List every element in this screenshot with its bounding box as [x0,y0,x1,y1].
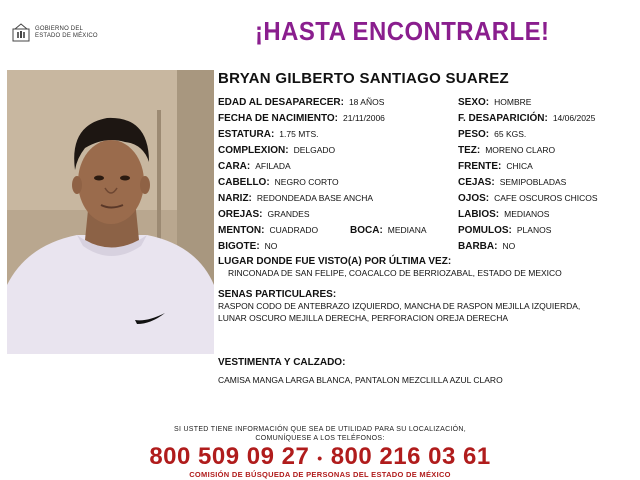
clothing-text: CAMISA MANGA LARGA BLANCA, PANTALON MEZCLILLA AZUL CLARO [218,375,503,385]
field-complexion: COMPLEXION: DELGADO [218,145,336,156]
contact-note-line1: SI USTED TIENE INFORMACIÓN QUE SEA DE UTILIDAD PARA SU LOCALIZACIÓN, [173,426,467,433]
field-frente: FRENTE: CHICA [458,161,533,172]
phone-number-2[interactable]: 800 216 03 61 [330,443,491,470]
marks-line1: RASPON CODO DE ANTEBRAZO IZQUIERDO, MANCHA DE RASPON MEJILLA IZQUIERDA, [218,301,581,311]
field-nacimiento: FECHA DE NACIMIENTO: 21/11/2006 [218,113,385,124]
phone-numbers [0,443,640,471]
marks-title: SENAS PARTICULARES: [218,289,337,300]
field-barba: BARBA: NO [458,241,516,252]
clothing-title: VESTIMENTA Y CALZADO: [218,357,346,368]
field-desaparicion: F. DESAPARICIÓN: 14/06/2025 [458,113,596,124]
government-logo [12,22,122,44]
field-cara: CARA: AFILADA [218,161,291,172]
field-tez: TEZ: MORENO CLARO [458,145,556,156]
field-ojos: OJOS: CAFE OSCUROS CHICOS [458,193,598,204]
footer-commission: COMISIÓN DE BÚSQUEDA DE PERSONAS DEL ESTADO DE MÉXICO [189,470,451,479]
person-portrait-icon [7,70,214,354]
page-headline: ¡HASTA ENCONTRARLE! [255,16,550,46]
field-nariz: NARIZ: REDONDEADA BASE ANCHA [218,193,374,204]
field-cejas: CEJAS: SEMIPOBLADAS [458,177,567,188]
logo-line2: ESTADO DE MÉXICO [35,33,98,39]
coat-of-arms-icon [12,23,30,43]
marks-line2: LUNAR OSCURO MEJILLA DERECHA, PERFORACION OREJA DERECHA [218,313,509,323]
field-cabello: CABELLO: NEGRO CORTO [218,177,339,188]
field-estatura: ESTATURA: 1.75 MTS. [218,129,319,140]
field-bigote: BIGOTE: NO [218,241,278,252]
last-seen-text: RINCONADA DE SAN FELIPE, COACALCO DE BERRIOZABAL, ESTADO DE MEXICO [228,268,562,278]
person-name: BRYAN GILBERTO SANTIAGO SUAREZ [218,70,509,87]
logo-line1: GOBIERNO DEL [35,26,84,32]
field-boca: BOCA: MEDIANA [350,225,427,236]
phone-number-1[interactable]: 800 509 09 27 [149,443,310,470]
contact-note-line2: COMUNÍQUESE A LOS TELÉFONOS: [255,435,385,442]
last-seen-title: LUGAR DONDE FUE VISTO(A) POR ÚLTIMA VEZ: [218,256,452,267]
missing-person-photo [7,70,214,354]
field-peso: PESO: 65 KGS. [458,129,527,140]
phone-separator: • [317,449,323,466]
field-labios: LABIOS: MEDIANOS [458,209,550,220]
field-orejas: OREJAS: GRANDES [218,209,310,220]
field-menton: MENTON: CUADRADO [218,225,319,236]
field-pomulos: POMULOS: PLANOS [458,225,552,236]
field-edad: EDAD AL DESAPARECER: 18 AÑOS [218,97,385,108]
field-sexo: SEXO: HOMBRE [458,97,532,108]
